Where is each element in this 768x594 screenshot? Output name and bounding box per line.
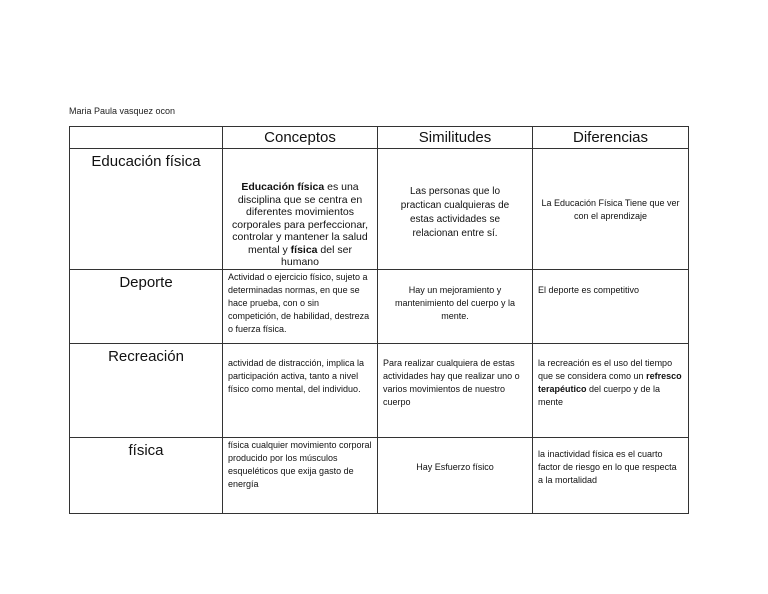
diferencia-text: La Educación Física Tiene que ver con el aprendizaje (541, 198, 680, 221)
term-cell (70, 344, 223, 438)
concepto-cell (223, 438, 378, 514)
comparison-table (69, 126, 689, 514)
author-name: Maria Paula vasquez ocon (69, 106, 176, 116)
diferencia-cell (533, 344, 689, 438)
term-label: física (128, 442, 164, 459)
diferencia-cell (533, 270, 689, 344)
concepto-cell (223, 270, 378, 344)
diferencia-post: del cuerpo y de la mente (538, 384, 661, 407)
similitud-text: Hay un mejoramiento y mantenimiento del cuerpo y la mente. (394, 285, 516, 321)
table-row (70, 149, 689, 270)
diferencia-bold: refresco terapéutico (538, 371, 682, 394)
table-row (70, 344, 689, 438)
term-cell (70, 438, 223, 514)
concepto-mid: es una disciplina que se centra en diferentes movimientos corporales para perfeccionar, controlar y mantener la salud mental y (232, 181, 368, 256)
similitud-text: Hay Esfuerzo físico (416, 462, 494, 472)
term-cell (70, 270, 223, 344)
table-row (70, 270, 689, 344)
concepto-text: física cualquier movimiento corporal producido por los músculos esqueléticos que exija gasto de energía (228, 440, 372, 489)
concepto-text (223, 149, 377, 269)
concepto-post: del ser humano (281, 243, 352, 268)
concepto-bold: Educación física (241, 181, 325, 193)
diferencia-text: El deporte es competitivo (538, 285, 640, 295)
header-similitudes: Similitudes (378, 127, 533, 149)
similitud-text: Las personas que lo practican cualquieras de estas actividades se relacionan entre sí. (400, 186, 510, 239)
term-label: Recreación (108, 348, 184, 365)
table-row (70, 438, 689, 514)
concepto-cell (223, 344, 378, 438)
diferencia-text: la inactividad física es el cuarto factor de riesgo en lo que respecta a la mortalidad (538, 449, 677, 485)
concepto-text: Actividad o ejercicio físico, sujeto a determinadas normas, en que se hace prueba, con o sin competición, de habilidad, destreza o fuerza física. (228, 272, 370, 334)
similitud-cell (378, 149, 533, 270)
header-empty (70, 127, 223, 149)
header-conceptos: Conceptos (223, 127, 378, 149)
concepto-text: actividad de distracción, implica la participación activa, tanto a nivel físico como mental, del individuo. (228, 358, 365, 394)
similitud-cell (378, 438, 533, 514)
term-cell (70, 149, 223, 270)
concepto-bold2: física (290, 243, 318, 256)
similitud-cell (378, 344, 533, 438)
term-label: Educación física (91, 153, 201, 170)
diferencia-text (533, 344, 688, 409)
diferencia-cell (533, 438, 689, 514)
similitud-cell (378, 270, 533, 344)
diferencia-cell (533, 149, 689, 270)
diferencia-pre: la recreación es el uso del tiempo que se considera como un (538, 358, 673, 381)
concepto-cell (223, 149, 378, 270)
term-label: Deporte (119, 274, 173, 291)
table-header-row (70, 127, 689, 149)
similitud-text: Para realizar cualquiera de estas actividades hay que realizar uno o varios movimientos de nuestro cuerpo (383, 358, 520, 407)
header-diferencias: Diferencias (533, 127, 689, 149)
